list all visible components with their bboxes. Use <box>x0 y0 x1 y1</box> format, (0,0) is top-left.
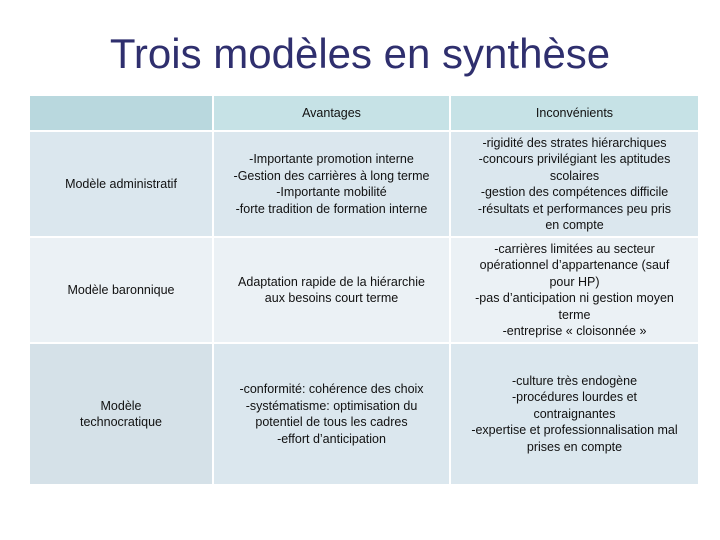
inconvenients-administratif <box>450 131 699 237</box>
avantages-baronnique <box>213 237 450 343</box>
text-line: -procédures lourdes et <box>511 390 638 405</box>
slide-title: Trois modèles en synthèse <box>109 30 611 77</box>
text-line: opérationnel d’appartenance (sauf <box>479 258 670 272</box>
text-line: -résultats et performances peu pris <box>477 201 672 216</box>
text-line: -entreprise « cloisonnée » <box>502 324 647 338</box>
text-line: en compte <box>545 218 604 232</box>
text-line: contraignantes <box>533 406 616 421</box>
header-empty-cell <box>29 95 213 131</box>
text-line: -culture très endogène <box>511 373 638 388</box>
text-line: aux besoins court terme <box>264 291 399 305</box>
table-header-row <box>29 95 699 131</box>
synthesis-table <box>28 94 700 486</box>
text-line: Adaptation rapide de la hiérarchie <box>238 274 425 289</box>
text-line: -Importante mobilité <box>276 185 387 199</box>
header-inconvenients: Inconvénients <box>450 95 699 131</box>
text-line: Modèle <box>100 398 142 413</box>
text-line: -pas d’anticipation ni gestion moyen <box>475 291 674 305</box>
text-line: prises en compte <box>526 439 623 454</box>
text-line: -conformité: cohérence des choix <box>239 382 424 396</box>
text-line: -systématisme: optimisation du <box>245 398 418 413</box>
text-line: -Gestion des carrières à long terme <box>233 168 430 183</box>
avantages-technocratique <box>213 343 450 485</box>
header-avantages: Avantages <box>213 95 450 131</box>
text-line: -gestion des compétences difficile <box>480 185 669 199</box>
text-line: scolaires <box>549 168 600 183</box>
text-line: -Importante promotion interne <box>249 152 414 166</box>
text-line: -forte tradition de formation interne <box>235 201 428 216</box>
text-line: -carrières limitées au secteur <box>494 241 655 256</box>
text-line: technocratique <box>79 415 162 429</box>
table-row-administratif <box>29 131 699 237</box>
text-line: pour HP) <box>549 274 600 289</box>
text-line: potentiel de tous les cadres <box>255 415 408 429</box>
avantages-administratif <box>213 131 450 237</box>
text-line: -effort d’anticipation <box>277 431 386 446</box>
table-row-baronnique <box>29 237 699 343</box>
text-line: -rigidité des strates hiérarchiques <box>482 135 667 150</box>
table-row-technocratique <box>29 343 699 485</box>
model-name-administratif: Modèle administratif <box>29 131 213 237</box>
text-line: terme <box>558 307 591 322</box>
model-name-baronnique: Modèle baronnique <box>29 237 213 343</box>
text-line: -expertise et professionnalisation mal <box>471 423 678 438</box>
model-name-technocratique <box>29 343 213 485</box>
inconvenients-baronnique <box>450 237 699 343</box>
text-line: -concours privilégiant les aptitudes <box>478 152 671 166</box>
inconvenients-technocratique <box>450 343 699 485</box>
